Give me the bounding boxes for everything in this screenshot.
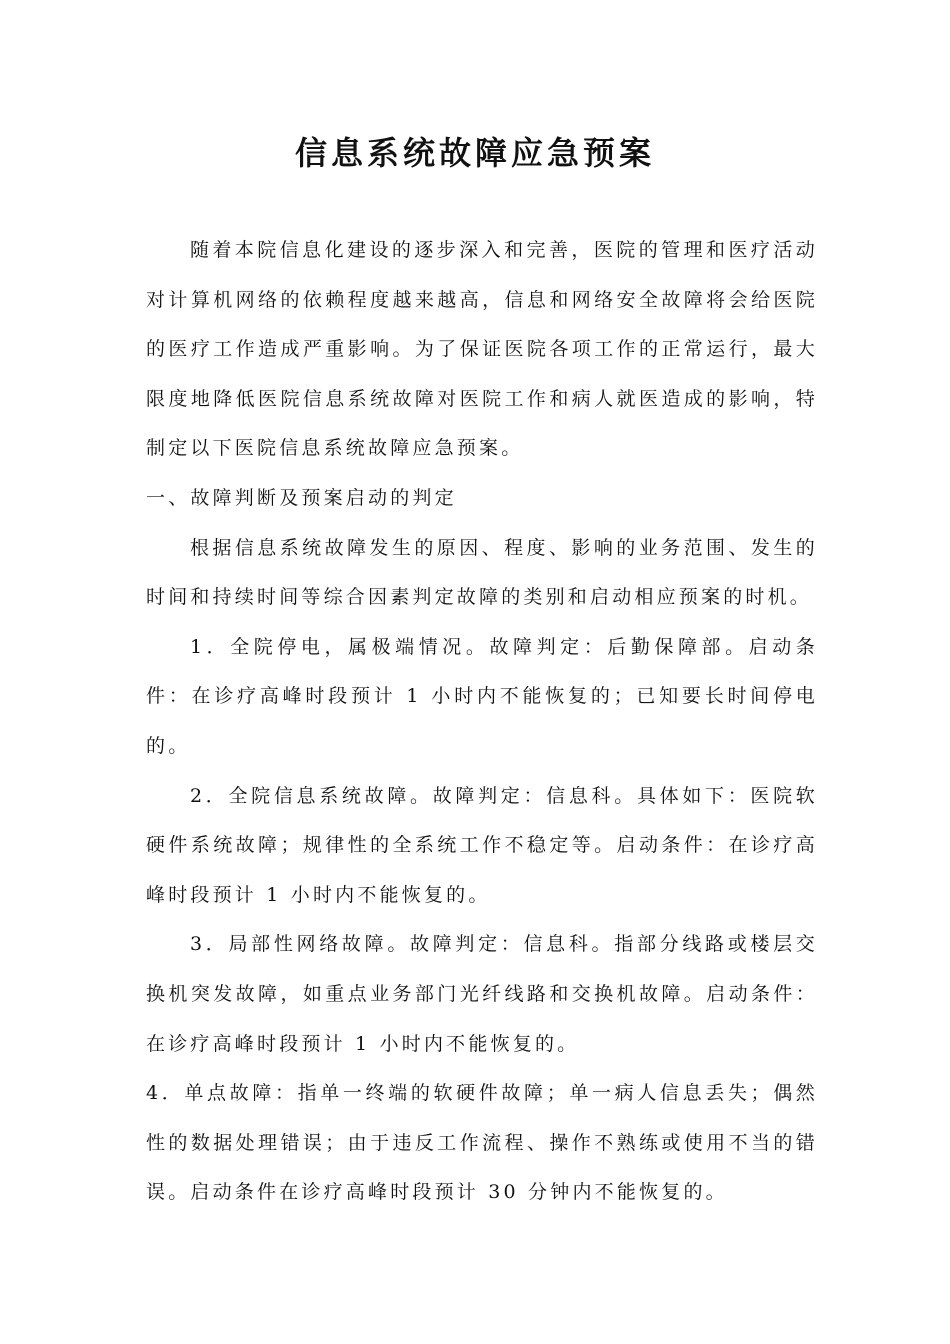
intro-paragraph: 随着本院信息化建设的逐步深入和完善，医院的管理和医疗活动对计算机网络的依赖程度越来越高，信息和网络安全故障将会给医院的医疗工作造成严重影响。为了保证医院各项工作的正常运行，最大限度地降低医院信息系统故障对医院工作和病人就医造成的影响，特制定以下医院信息系统故障应急预案。	[146, 239, 818, 460]
list-item-2: 2．全院信息系统故障。故障判定：信息科。具体如下：医院软硬件系统故障；规律性的全系统工作不稳定等。启动条件：在诊疗高峰时段预计 1 小时内不能恢复的。	[146, 784, 818, 906]
list-item-1: 1．全院停电，属极端情况。故障判定：后勤保障部。启动条件：在诊疗高峰时段预计 1 小时内不能恢复的；已知要长时间停电的。	[146, 635, 818, 757]
list-item-4: 4．单点故障：指单一终端的软硬件故障；单一病人信息丢失；偶然性的数据处理错误；由于违反工作流程、操作不熟练或使用不当的错误。启动条件在诊疗高峰时段预计 30 分钟内不能恢复的。	[146, 1082, 818, 1204]
section-heading-1: 一、故障判断及预案启动的判定	[146, 486, 457, 509]
section-1-paragraph: 根据信息系统故障发生的原因、程度、影响的业务范围、发生的时间和持续时间等综合因素判定故障的类别和启动相应预案的时机。	[146, 536, 818, 609]
document-title: 信息系统故障应急预案	[294, 134, 655, 172]
list-item-3: 3．局部性网络故障。故障判定：信息科。指部分线路或楼层交换机突发故障，如重点业务部门光纤线路和交换机故障。启动条件：在诊疗高峰时段预计 1 小时内不能恢复的。	[146, 933, 818, 1055]
document-body	[146, 226, 818, 1218]
